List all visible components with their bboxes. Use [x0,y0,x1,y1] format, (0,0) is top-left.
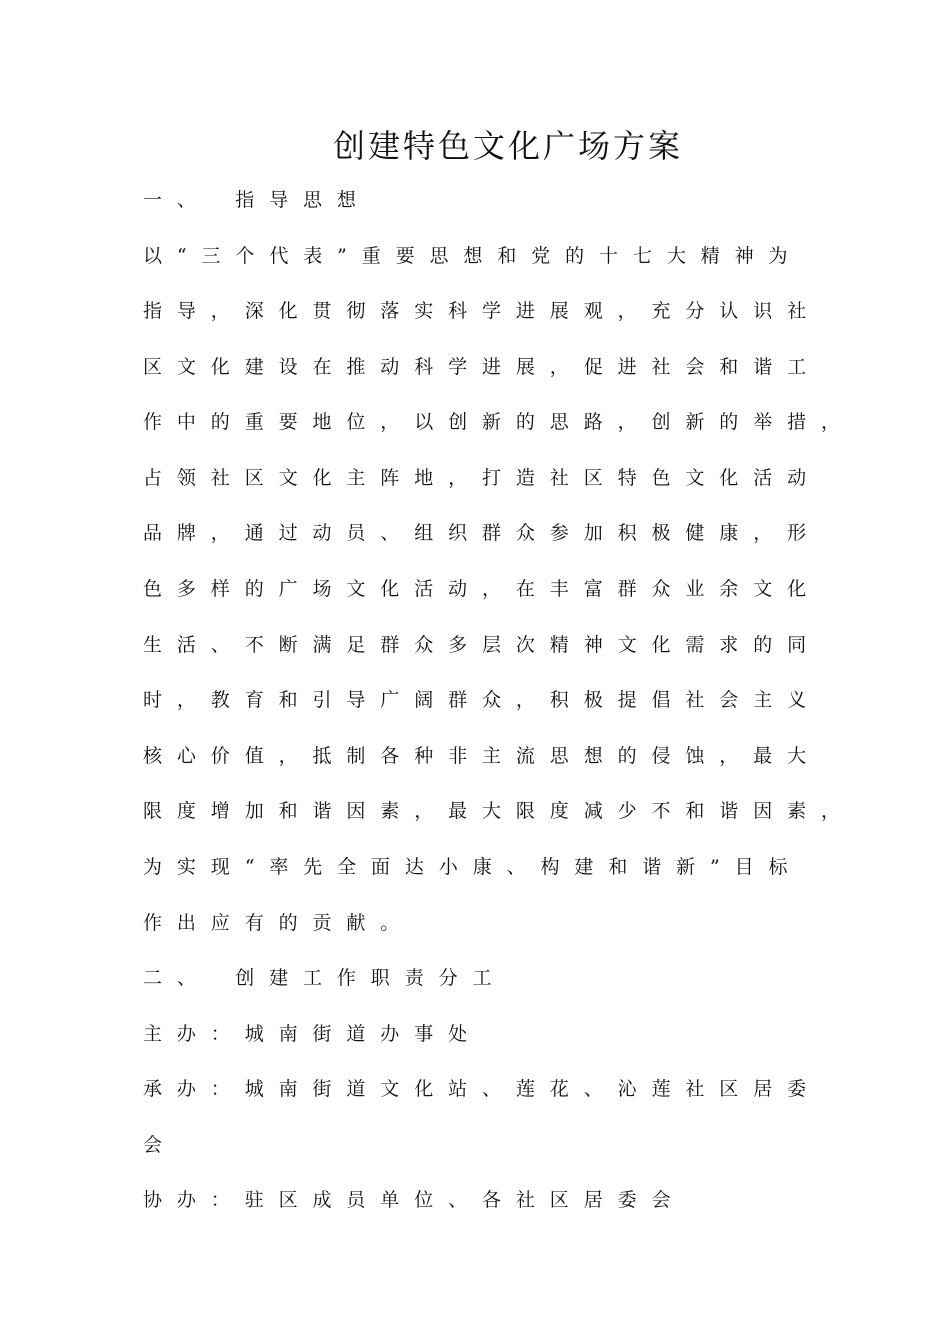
organizer-line: 主办：城南街道办事处 [143,1023,483,1045]
undertaker-line: 承办：城南街道文化站、莲花、沁莲社区居委 [143,1078,822,1100]
paragraph-line: 色多样的广场文化活动，在丰富群众业余文化 [143,578,822,600]
paragraph-line: 限度增加和谐因素，最大限度减少不和谐因素， [143,800,855,822]
heading-responsibilities: 二、 创建工作职责分工 [143,967,507,989]
paragraph-line: 区文化建设在推动科学进展，促进社会和谐工 [143,356,822,378]
paragraph-line: 作中的重要地位，以创新的思路，创新的举措， [143,411,855,433]
undertaker-line-continued: 会 [143,1134,177,1156]
paragraph-line: 指导，深化贯彻落实科学进展观，充分认识社 [143,300,822,322]
co-organizer-line: 协办：驻区成员单位、各社区居委会 [143,1189,686,1211]
paragraph-line: 作出应有的贡献。 [143,912,415,934]
paragraph-line: 为实现“率先全面达小康、构建和谐新”目标 [143,856,803,878]
paragraph-line: 品牌，通过动员、组织群众参加积极健康，形 [143,522,822,544]
paragraph-line: 时，教育和引导广阔群众，积极提倡社会主义 [143,689,822,711]
document-title: 创建特色文化广场方案 [332,127,683,165]
paragraph-line: 生活、不断满足群众多层次精神文化需求的同 [143,634,822,656]
paragraph-line: 占领社区文化主阵地，打造社区特色文化活动 [143,467,822,489]
paragraph-line: 以“三个代表”重要思想和党的十七大精神为 [143,245,803,267]
paragraph-line: 核心价值，抵制各种非主流思想的侵蚀，最大 [143,745,822,767]
heading-guiding-ideology: 一、 指导思想 [143,189,371,211]
